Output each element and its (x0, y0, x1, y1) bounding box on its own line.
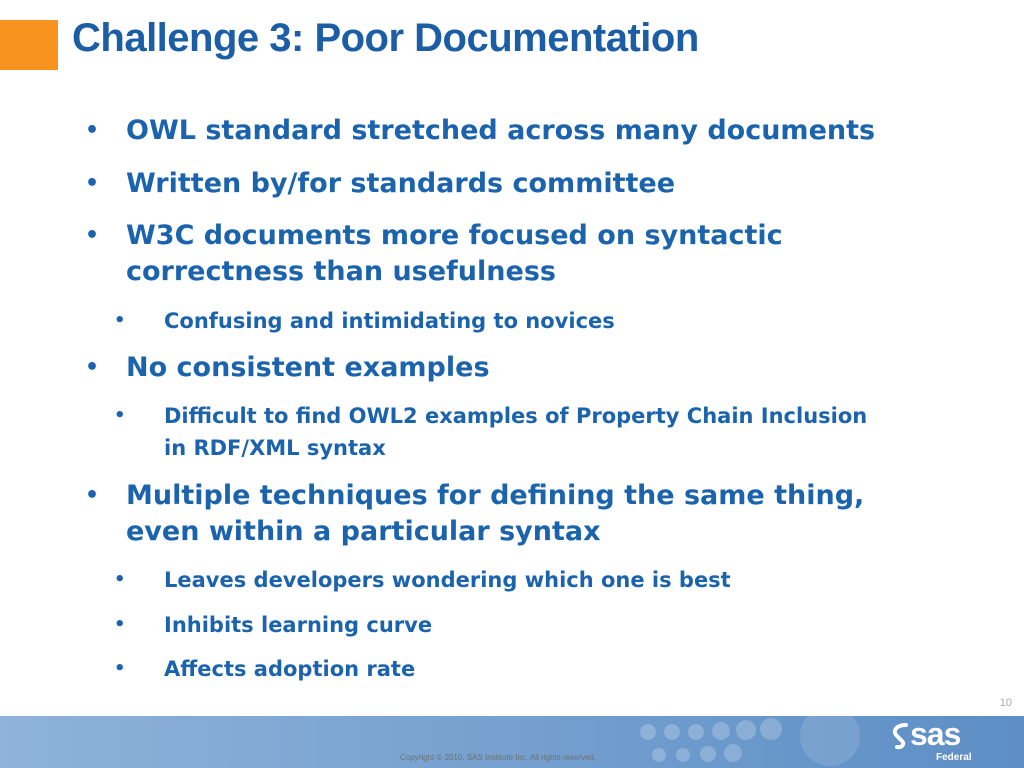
bullet-text: W3C documents more focused on syntactic (126, 220, 783, 251)
decor-circle (736, 720, 756, 740)
bullet-dot: • (114, 405, 126, 426)
decor-circle (652, 748, 666, 762)
decor-circle (640, 724, 656, 740)
bullet-text: No consistent examples (126, 352, 490, 383)
decor-circle (800, 716, 860, 766)
bullet-text: Difficult to find OWL2 examples of Property Chain Inclusion (164, 404, 868, 428)
sas-logo-text: sas (910, 716, 961, 752)
bullet-dot: • (85, 171, 100, 196)
decor-circle (676, 748, 690, 762)
bullet-text: correctness than usefulness (126, 256, 556, 287)
bullet-text: OWL standard stretched across many documents (126, 115, 876, 146)
bullet-dot: • (85, 223, 100, 248)
decor-circle (760, 718, 782, 740)
bullet-dot: • (114, 614, 126, 635)
decor-circle (700, 746, 716, 762)
decor-circle (712, 722, 730, 740)
bullet-dot: • (114, 658, 126, 679)
bullet-dot: • (114, 310, 126, 331)
bullet-dot: • (85, 483, 100, 508)
bullet-text: even within a particular syntax (126, 516, 601, 547)
decor-circle (664, 724, 680, 740)
bullet-text: Leaves developers wondering which one is best (164, 568, 731, 592)
accent-square (0, 20, 58, 70)
bullet-text: Multiple techniques for defining the same thing, (126, 480, 865, 511)
sas-logo (888, 716, 998, 766)
page-number: 10 (999, 697, 1012, 709)
bullet-text: Inhibits learning curve (164, 613, 433, 637)
bullet-text: Confusing and intimidating to novices (164, 309, 615, 333)
decor-circle (688, 724, 704, 740)
bullet-text: Written by/for standards committee (126, 168, 676, 199)
slide-title: Challenge 3: Poor Documentation (72, 16, 699, 60)
bullet-text: Affects adoption rate (164, 657, 416, 681)
bullet-text: in RDF/XML syntax (164, 436, 386, 460)
bullet-dot: • (85, 355, 100, 380)
sas-logo-subtext: Federal (936, 752, 972, 763)
bullet-dot: • (85, 118, 100, 143)
decor-circle (724, 744, 742, 762)
copyright-text: Copyright © 2010, SAS Institute Inc. All rights reserved. (400, 753, 597, 762)
bullet-dot: • (114, 569, 126, 590)
